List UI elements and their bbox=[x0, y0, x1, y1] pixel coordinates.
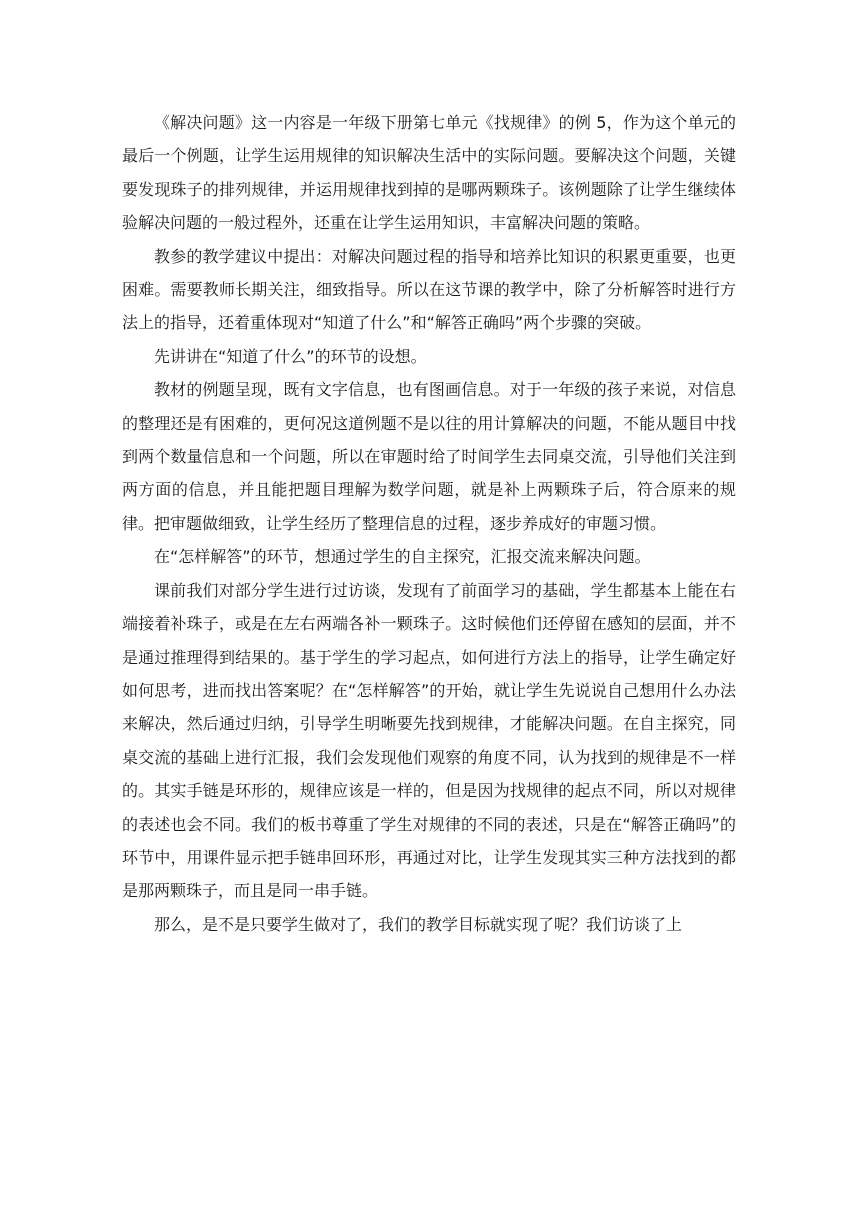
paragraph: 那么，是不是只要学生做对了，我们的教学目标就实现了呢？我们访谈了上 bbox=[154, 914, 683, 934]
paragraph: 先讲讲在“知道了什么”的环节的设想。 bbox=[154, 346, 427, 366]
document-body bbox=[122, 106, 736, 941]
paragraph: 课前我们对部分学生进行过访谈，发现有了前面学习的基础，学生都基本上能在右端接着补珠子，或是在左右两端各补一颗珠子。这时候他们还停留在感知的层面，并不是通过推理得到结果的。基于学生的学习起点，如何进行方法上的指导，让学生确定好如何思考，进而找出答案呢？在“怎样解答”的开始，就让学生先说说自己想用什么办法来解决，然后通过归纳，引导学生明晰要先找到规律，才能解决问题。在自主探究，同桌交流的基础上进行汇报，我们会发现他们观察的角度不同，认为找到的规律是不一样的。其实手链是环形的，规律应该是一样的，但是因为找规律的起点不同，所以对规律的表述也会不同。我们的板书尊重了学生对规律的不同的表述，只是在“解答正确吗”的环节中，用课件显示把手链串回环形，再通过对比，让学生发现其实三种方法找到的都是那两颗珠子，而且是同一串手链。 bbox=[122, 580, 736, 901]
paragraph: 在“怎样解答”的环节，想通过学生的自主探究，汇报交流来解决问题。 bbox=[154, 547, 651, 567]
paragraph: 教材的例题呈现，既有文字信息，也有图画信息。对于一年级的孩子来说，对信息的整理还是有困难的，更何况这道例题不是以往的用计算解决的问题，不能从题目中找到两个数量信息和一个问题，所以在审题时给了时间学生去同桌交流，引导他们关注到两方面的信息，并且能把题目理解为数学问题，就是补上两颗珠子后，符合原来的规律。把审题做细致，让学生经历了整理信息的过程，逐步养成好的审题习惯。 bbox=[122, 380, 736, 533]
paragraph: 《解决问题》这一内容是一年级下册第七单元《找规律》的例 5，作为这个单元的最后一个例题，让学生运用规律的知识解决生活中的实际问题。要解决这个问题，关键要发现珠子的排列规律，并运用规律找到掉的是哪两颗珠子。该例题除了让学生继续体验解决问题的一般过程外，还重在让学生运用知识，丰富解决问题的策略。 bbox=[122, 113, 736, 233]
paragraph: 教参的教学建议中提出：对解决问题过程的指导和培养比知识的积累更重要，也更困难。需要教师长期关注，细致指导。所以在这节课的教学中，除了分析解答时进行方法上的指导，还着重体现对“知道了什么”和“解答正确吗”两个步骤的突破。 bbox=[122, 246, 736, 333]
